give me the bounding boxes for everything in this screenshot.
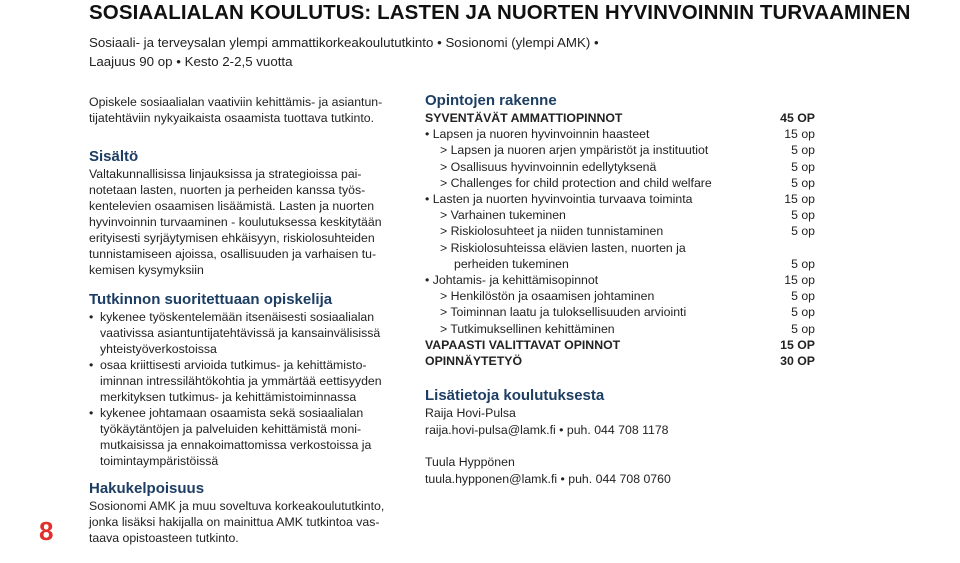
opintojen-heading: Opintojen rakenne bbox=[425, 92, 557, 109]
contact-name: Raija Hovi-Pulsa bbox=[425, 406, 516, 421]
left-column bbox=[89, 94, 407, 546]
structure-row: > Tutkimuksellinen kehittäminen 5 op bbox=[440, 321, 815, 336]
page-number: 8 bbox=[39, 516, 54, 546]
sisalto-line: hyvinvoinnin turvaaminen - koulutuksessa keskitytään bbox=[89, 215, 382, 229]
structure-row: SYVENTÄVÄT AMMATTIOPINNOT 45 OP bbox=[425, 111, 815, 125]
lisatietoja-heading: Lisätietoja koulutuksesta bbox=[425, 387, 605, 405]
structure-row: • Lapsen ja nuoren hyvinvoinnin haasteet 15 op bbox=[425, 127, 815, 142]
outcomes-list bbox=[89, 309, 407, 469]
list-item: • osaa kriittisesti arvioida tutkimus- ja kehittämisto- iminnan intressilähtökohtia ja ymmärtää eettisyyden merkityksen tutkimus- ja kehittämistoiminnassa bbox=[89, 357, 407, 405]
right-column bbox=[425, 92, 815, 487]
hakukelpoisuus-heading: Hakukelpoisuus bbox=[89, 480, 205, 497]
structure-row: OPINNÄYTETYÖ 30 OP bbox=[425, 354, 815, 369]
hakukelpoisuus-line: taava opistoasteen tutkinto. bbox=[89, 531, 239, 545]
sisalto-line: Valtakunnallisissa linjauksissa ja strategioissa pai- bbox=[89, 167, 362, 181]
structure-row: VAPAASTI VALITTAVAT OPINNOT 15 OP bbox=[425, 337, 815, 352]
contact-info[interactable]: tuula.hypponen@lamk.fi • puh. 044 708 0760 bbox=[425, 471, 671, 486]
sisalto-line: erityisesti syrjäytymisen ehkäisyyn, riskiolosuhteiden bbox=[89, 231, 375, 245]
sisalto-line: tunnistamiseen ajoissa, osallisuuden ja varhaisen tu- bbox=[89, 247, 377, 261]
sisalto-heading: Sisältö bbox=[89, 148, 139, 165]
hakukelpoisuus-line: Sosionomi AMK ja muu soveltuva korkeakoulututkinto, bbox=[89, 499, 385, 513]
structure-row: > Varhainen tukeminen 5 op bbox=[440, 208, 815, 223]
tutkinnon-heading: Tutkinnon suoritettuaan opiskelija bbox=[89, 291, 333, 308]
intro-line-1: Opiskele sosiaalialan vaativiin kehittämis- ja asiantun- bbox=[89, 95, 383, 109]
structure-row: • Johtamis- ja kehittämisopinnot 15 op bbox=[425, 273, 815, 288]
list-item: • kykenee johtamaan osaamista sekä sosiaalialan työkäytäntöjen ja palveluiden kehittämistä moni- mutkaisissa ja ennakoimattomissa verkostoissa ja toimintaympäristöissä bbox=[89, 405, 407, 469]
intro-line-2: tijatehtäviin nykyaikaista osaamista tuottava tutkinto. bbox=[89, 111, 375, 125]
structure-row: > Lapsen ja nuoren arjen ympäristöt ja instituutiot 5 op bbox=[440, 143, 815, 158]
sisalto-line: kentelevien osaamisen lisäämistä. Lasten ja nuorten bbox=[89, 199, 375, 213]
structure-row: > Henkilöstön ja osaamisen johtaminen 5 op bbox=[440, 289, 815, 304]
hakukelpoisuus-line: jonka lisäksi hakijalla on mainittua AMK tutkintoa vas- bbox=[89, 515, 380, 529]
contact-name: Tuula Hyppönen bbox=[425, 455, 515, 470]
structure-row: > Toiminnan laatu ja tuloksellisuuden arviointi 5 op bbox=[440, 305, 815, 320]
structure-row: > Osallisuus hyvinvoinnin edellytyksenä 5 op bbox=[440, 159, 815, 174]
structure-row: > Riskiolosuhteet ja niiden tunnistaminen 5 op bbox=[440, 224, 815, 239]
subtitle-line-2: Laajuus 90 op • Kesto 2-2,5 vuotta bbox=[89, 54, 293, 69]
sisalto-line: kemisen kysymyksiin bbox=[89, 263, 204, 277]
sisalto-line: notetaan lasten, nuorten ja perheiden kanssa työs- bbox=[89, 183, 366, 197]
structure-row: > Riskiolosuhteissa elävien lasten, nuorten ja bbox=[440, 240, 686, 255]
structure-row: • Lasten ja nuorten hyvinvointia turvaava toiminta 15 op bbox=[425, 192, 815, 207]
page-title: SOSIAALIALAN KOULUTUS: LASTEN JA NUORTEN HYVINVOINNIN TURVAAMINEN bbox=[89, 1, 911, 24]
structure-row: perheiden tukeminen 5 op bbox=[454, 256, 815, 271]
list-item: • kykenee työskentelemään itsenäisesti sosiaalialan vaativissa asiantuntijatehtävissä ja kansainvälisissä yhteistyöverkostoissa bbox=[89, 309, 407, 357]
contact-info[interactable]: raija.hovi-pulsa@lamk.fi • puh. 044 708 1178 bbox=[425, 422, 669, 437]
structure-row: > Challenges for child protection and child welfare 5 op bbox=[440, 175, 815, 190]
subtitle-line-1: Sosiaali- ja terveysalan ylempi ammattikorkeakoulututkinto • Sosionomi (ylempi AMK) • bbox=[89, 35, 599, 50]
